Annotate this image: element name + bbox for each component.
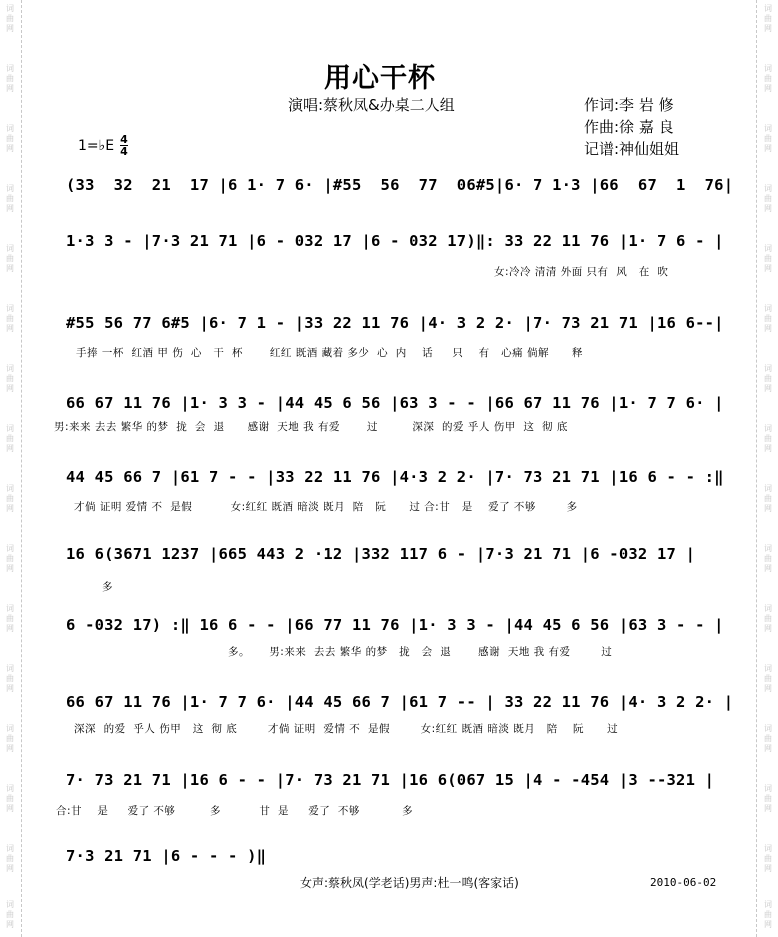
lyric-line: 手捧 一杯 红酒 甲 伤 心 干 杯 红红 既酒 藏着 多少 心 内 话 只 有 心痛 倘解 释 bbox=[76, 347, 584, 359]
score-row-10 bbox=[66, 847, 736, 865]
watermark-text: 词曲网 bbox=[6, 604, 14, 633]
watermark-text: 词曲网 bbox=[6, 544, 14, 573]
notation-line: (33 32 21 17 |6 1· 7 6· |#55 56 77 06#5|6· 7 1·3 |66 67 1 76| bbox=[66, 176, 734, 194]
watermark-text: 词曲网 bbox=[6, 4, 14, 33]
watermark-text: 词曲网 bbox=[6, 784, 14, 813]
notation-line: 16 6(3671 1237 |665 443 2 ·12 |332 117 6 - |7·3 21 71 |6 -032 17 | bbox=[66, 545, 696, 563]
singer-line: 演唱:蔡秋凤&办桌二人组 bbox=[288, 96, 455, 114]
notation-line: 7·3 21 71 |6 - - - )‖ bbox=[66, 847, 267, 865]
watermark-text: 词曲网 bbox=[764, 544, 772, 573]
time-denominator: 4 bbox=[120, 145, 128, 158]
watermark-text: 词曲网 bbox=[6, 244, 14, 273]
watermark-text: 词曲网 bbox=[6, 664, 14, 693]
right-dashed-divider bbox=[756, 0, 757, 937]
watermark-text: 词曲网 bbox=[6, 900, 14, 929]
date-stamp: 2010-06-02 bbox=[650, 876, 717, 889]
transcriber-credit: 记谱:神仙姐姐 bbox=[584, 140, 680, 158]
watermark-text: 词曲网 bbox=[764, 604, 772, 633]
watermark-text: 词曲网 bbox=[764, 900, 772, 929]
song-title: 用心干杯 bbox=[324, 63, 436, 94]
watermark-text: 词曲网 bbox=[764, 484, 772, 513]
lyric-line: 男:来来 去去 繁华 的梦 拢 会 退 感谢 天地 我 有爱 过 深深 的爱 乎人 伤甲 这 彻 底 bbox=[54, 421, 568, 433]
watermark-text: 词曲网 bbox=[764, 784, 772, 813]
watermark-text: 词曲网 bbox=[764, 364, 772, 393]
watermark-text: 词曲网 bbox=[764, 124, 772, 153]
watermark-text: 词曲网 bbox=[6, 124, 14, 153]
score-row-5 bbox=[66, 468, 736, 513]
left-dashed-divider bbox=[21, 0, 22, 937]
lyric-line: 多。 男:来来 去去 繁华 的梦 拢 会 退 感谢 天地 我 有爱 过 bbox=[228, 646, 613, 658]
lyric-line: 多 bbox=[102, 581, 113, 593]
singers-note: 女声:蔡秋凤(学老话)男声:杜一鸣(客家话) bbox=[300, 876, 519, 890]
notation-line: 6 -032 17) :‖ 16 6 - - |66 77 11 76 |1· 3 3 - |44 45 6 56 |63 3 - - | bbox=[66, 616, 724, 634]
key-signature bbox=[78, 134, 128, 157]
watermark-text: 词曲网 bbox=[764, 664, 772, 693]
watermark-text: 词曲网 bbox=[764, 184, 772, 213]
left-watermark-strip bbox=[0, 0, 22, 937]
time-signature bbox=[120, 134, 128, 157]
key-label: 1=♭E bbox=[78, 137, 115, 154]
watermark-text: 词曲网 bbox=[6, 304, 14, 333]
notation-line: #55 56 77 6#5 |6· 7 1 - |33 22 11 76 |4· 3 2 2· |7· 73 21 71 |16 6--| bbox=[66, 314, 724, 332]
right-watermark-strip bbox=[756, 0, 778, 937]
score-row-3 bbox=[66, 314, 736, 359]
watermark-text: 词曲网 bbox=[6, 64, 14, 93]
score-row-7 bbox=[66, 616, 736, 658]
watermark-text: 词曲网 bbox=[764, 304, 772, 333]
watermark-text: 词曲网 bbox=[6, 484, 14, 513]
watermark-text: 词曲网 bbox=[764, 4, 772, 33]
lyric-line: 才倘 证明 爱情 不 是假 女:红红 既酒 暗淡 既月 陪 阮 过 合:甘 是 爱了 不够 多 bbox=[74, 501, 578, 513]
notation-line: 1·3 3 - |7·3 21 71 |6 - 032 17 |6 - 032 17)‖: 33 22 11 76 |1· 7 6 - | bbox=[66, 232, 724, 250]
notation-line: 44 45 66 7 |61 7 - - |33 22 11 76 |4·3 2 2· |7· 73 21 71 |16 6 - - :‖ bbox=[66, 468, 724, 486]
time-numerator: 4 bbox=[120, 133, 128, 146]
notation-line: 7· 73 21 71 |16 6 - - |7· 73 21 71 |16 6(067 15 |4 - -454 |3 --321 | bbox=[66, 771, 715, 789]
score-row-1 bbox=[66, 176, 736, 194]
score-row-9 bbox=[56, 771, 736, 817]
watermark-text: 词曲网 bbox=[764, 724, 772, 753]
watermark-text: 词曲网 bbox=[6, 424, 14, 453]
watermark-text: 词曲网 bbox=[6, 844, 14, 873]
watermark-text: 词曲网 bbox=[6, 364, 14, 393]
score-row-4 bbox=[54, 394, 736, 433]
score-row-2 bbox=[66, 232, 736, 278]
score-row-6 bbox=[66, 545, 736, 593]
lyricist-credit: 作词:李 岩 修 bbox=[584, 96, 674, 114]
notation-line: 66 67 11 76 |1· 3 3 - |44 45 6 56 |63 3 - - |66 67 11 76 |1· 7 7 6· | bbox=[66, 394, 724, 412]
watermark-text: 词曲网 bbox=[6, 184, 14, 213]
lyric-line: 女:冷冷 清清 外面 只有 风 在 吹 bbox=[494, 266, 669, 278]
lyric-line: 合:甘 是 爱了 不够 多 甘 是 爱了 不够 多 bbox=[56, 805, 414, 817]
watermark-text: 词曲网 bbox=[764, 244, 772, 273]
lyric-line: 深深 的爱 乎人 伤甲 这 彻 底 才倘 证明 爱情 不 是假 女:红红 既酒 暗淡 既月 陪 阮 过 bbox=[74, 723, 619, 735]
credits-block bbox=[584, 94, 679, 160]
watermark-text: 词曲网 bbox=[764, 64, 772, 93]
watermark-text: 词曲网 bbox=[764, 424, 772, 453]
composer-credit: 作曲:徐 嘉 良 bbox=[584, 118, 674, 136]
score-row-8 bbox=[66, 693, 736, 735]
notation-line: 66 67 11 76 |1· 7 7 6· |44 45 66 7 |61 7 -- | 33 22 11 76 |4· 3 2 2· | bbox=[66, 693, 734, 711]
watermark-text: 词曲网 bbox=[6, 724, 14, 753]
watermark-text: 词曲网 bbox=[764, 844, 772, 873]
